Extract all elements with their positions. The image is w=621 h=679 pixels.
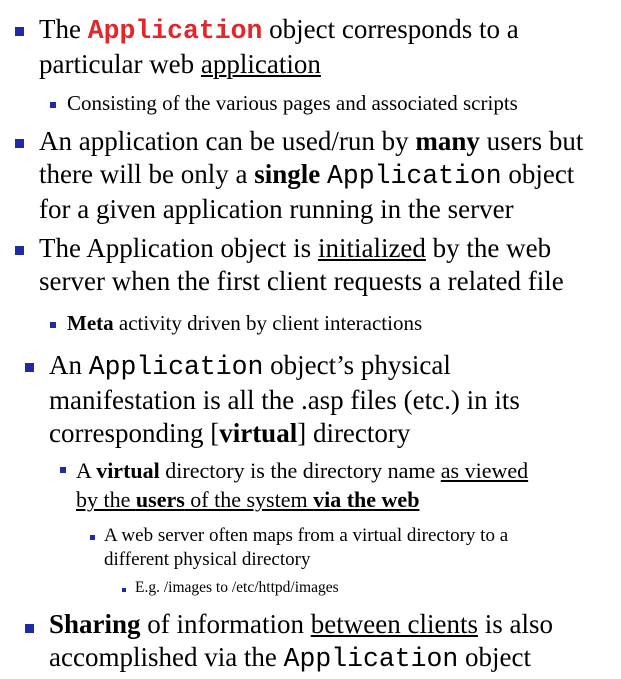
square-bullet-icon <box>15 27 24 36</box>
text-run: A web server often maps from a virtual directory to a <box>104 525 509 546</box>
bold-term: virtual <box>219 418 298 448</box>
bold-term: Meta <box>67 311 114 335</box>
bullet-text <box>67 311 422 336</box>
underlined-term: initialized <box>317 233 426 263</box>
square-bullet-icon <box>50 322 56 328</box>
underlined-term: between clients <box>310 609 478 639</box>
square-bullet-icon <box>122 588 126 592</box>
text-run: activity driven by client interactions <box>113 311 423 335</box>
text-run: The <box>39 14 88 44</box>
bullet-text <box>49 608 553 676</box>
text-run: object corresponds to a <box>262 14 519 44</box>
underlined-term: application <box>200 49 321 79</box>
bold-term: single <box>254 159 321 189</box>
text-run <box>320 159 327 189</box>
square-bullet-icon <box>25 363 34 372</box>
underlined-term: of the system <box>184 487 314 512</box>
bullet-text <box>39 232 564 298</box>
square-bullet-icon <box>90 535 95 540</box>
text-run: object <box>458 642 532 672</box>
square-bullet-icon <box>15 139 24 148</box>
underlined-term: as viewed <box>440 458 529 483</box>
text-run: there will be only a <box>39 159 255 189</box>
square-bullet-icon <box>50 102 56 108</box>
text-run: A <box>76 458 97 483</box>
code-term-application: Application <box>326 161 502 191</box>
text-run: different physical directory <box>104 549 311 570</box>
text-run: accomplished via the <box>49 642 284 672</box>
text-run: corresponding [ <box>49 418 220 448</box>
text-run: object’s physical <box>263 350 451 380</box>
bullet-text: Consisting of the various pages and associated scripts <box>67 91 518 115</box>
bullet-text <box>39 125 583 226</box>
bullet-text <box>39 13 519 81</box>
bold-term: virtual <box>96 458 160 483</box>
square-bullet-icon <box>15 246 24 255</box>
text-run: ] directory <box>297 418 411 448</box>
text-run: manifestation is all the .asp files (etc.) in its <box>49 385 520 415</box>
bullet-text <box>76 456 528 514</box>
square-bullet-icon <box>25 624 34 633</box>
bullet-text <box>49 349 520 450</box>
text-run: of information <box>140 609 311 639</box>
code-term-application: Application <box>87 16 263 46</box>
text-run: by the web <box>425 233 552 263</box>
code-term-application: Application <box>88 352 264 382</box>
bold-term: Sharing <box>49 609 141 639</box>
text-run: is also <box>477 609 553 639</box>
bold-underlined-term: via the web <box>313 487 420 512</box>
underlined-term: by the <box>76 487 136 512</box>
text-run: particular web <box>39 49 201 79</box>
text-run: The Application object is <box>39 233 318 263</box>
bold-underlined-term: users <box>135 487 185 512</box>
bold-term: many <box>415 126 480 156</box>
code-term-application: Application <box>283 644 459 674</box>
text-run: users but <box>479 126 584 156</box>
text-run: An <box>49 350 89 380</box>
text-run: object <box>501 159 575 189</box>
text-run: server when the first client requests a related file <box>39 266 564 296</box>
text-run: directory is the directory name <box>159 458 441 483</box>
text-run: for a given application running in the server <box>39 194 514 224</box>
text-run: An application can be used/run by <box>39 126 416 156</box>
bullet-text: E.g. /images to /etc/httpd/images <box>135 579 339 596</box>
bullet-text <box>104 524 508 572</box>
square-bullet-icon <box>60 467 66 473</box>
